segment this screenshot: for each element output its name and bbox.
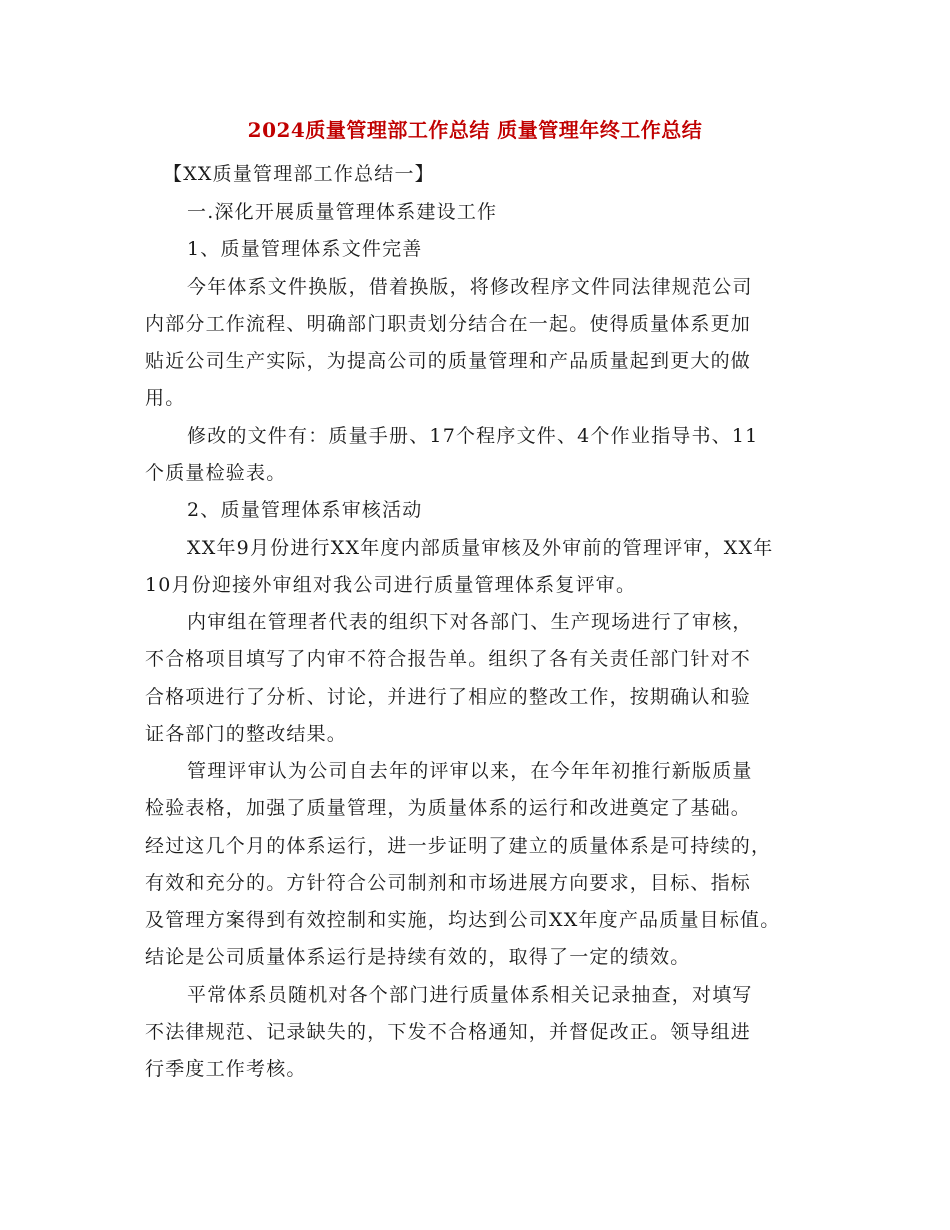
paragraph-line: 行季度工作考核。 xyxy=(145,1058,307,1080)
paragraph-line: 经过这几个月的体系运行，进一步证明了建立的质量体系是可持续的， xyxy=(145,835,772,857)
paragraph-line: 结论是公司质量体系运行是持续有效的，取得了一定的绩效。 xyxy=(145,946,691,968)
paragraph-line: 有效和充分的。方针符合公司制剂和市场进展方向要求，目标、指标 xyxy=(145,872,752,894)
paragraph-line: 修改的文件有：质量手册、17个程序文件、4个作业指导书、11 xyxy=(187,425,759,447)
paragraph-line: 用。 xyxy=(145,387,186,409)
paragraph-line: 合格项进行了分析、讨论，并进行了相应的整改工作，按期确认和验 xyxy=(145,686,752,708)
item-heading: 1、质量管理体系文件完善 xyxy=(187,238,423,260)
paragraph-line: 不合格项目填写了内审不符合报告单。组织了各有关责任部门针对不 xyxy=(145,648,752,670)
paragraph-line: 个质量检验表。 xyxy=(145,462,287,484)
paragraph-line: 管理评审认为公司自去年的评审以来，在今年年初推行新版质量 xyxy=(187,760,753,782)
subsection-heading: 一.深化开展质量管理体系建设工作 xyxy=(187,201,498,223)
paragraph-line: XX年9月份进行XX年度内部质量审核及外审前的管理评审，XX年 xyxy=(187,537,774,559)
section-heading: 【XX质量管理部工作总结一】 xyxy=(163,163,435,185)
paragraph-line: 检验表格，加强了质量管理，为质量体系的运行和改进奠定了基础。 xyxy=(145,797,752,819)
document-title: 2024质量管理部工作总结 质量管理年终工作总结 xyxy=(247,118,703,142)
paragraph-line: 证各部门的整改结果。 xyxy=(145,723,348,745)
paragraph-line: 内部分工作流程、明确部门职责划分结合在一起。使得质量体系更加 xyxy=(145,313,752,335)
paragraph-line: 今年体系文件换版，借着换版，将修改程序文件同法律规范公司 xyxy=(187,276,753,298)
paragraph-line: 平常体系员随机对各个部门进行质量体系相关记录抽查，对填写 xyxy=(187,984,753,1006)
paragraph-line: 及管理方案得到有效控制和实施，均达到公司XX年度产品质量目标值。 xyxy=(145,909,781,931)
paragraph-line: 贴近公司生产实际，为提高公司的质量管理和产品质量起到更大的做 xyxy=(145,350,752,372)
paragraph-line: 内审组在管理者代表的组织下对各部门、生产现场进行了审核， xyxy=(187,611,753,633)
paragraph-line: 不法律规范、记录缺失的，下发不合格通知，并督促改正。领导组进 xyxy=(145,1021,752,1043)
item-heading: 2、质量管理体系审核活动 xyxy=(187,499,423,521)
paragraph-line: 10月份迎接外审组对我公司进行质量管理体系复评审。 xyxy=(145,574,637,596)
